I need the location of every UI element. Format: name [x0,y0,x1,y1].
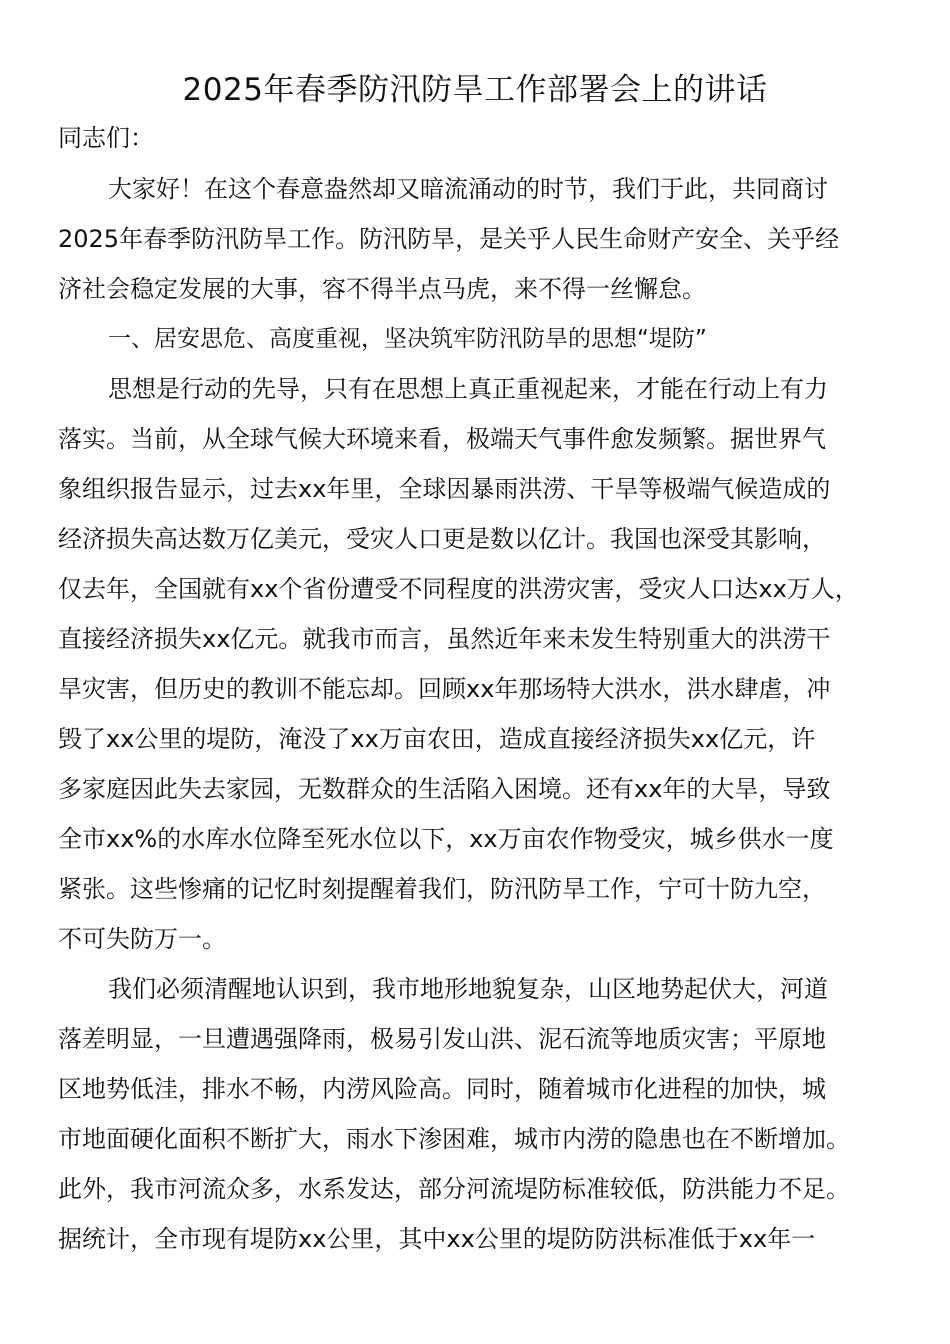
paragraph-2-line-4: 经济损失高达数万亿美元，受灾人口更是数以亿计。我国也深受其影响， [58,525,826,553]
document-title: 2025年春季防汛防旱工作部署会上的讲话 [182,72,768,108]
paragraph-2-line-5: 仅去年，全国就有xx个省份遭受不同程度的洪涝灾害，受灾人口达xx万人， [58,575,859,603]
paragraph-2-line-1: 思想是行动的先导，只有在思想上真正重视起来，才能在行动上有力 [108,375,828,403]
paragraph-2-line-12: 不可失防万一。 [58,925,226,953]
paragraph-2-line-2: 落实。当前，从全球气候大环境来看，极端天气事件愈发频繁。据世界气 [58,425,826,453]
paragraph-3-line-6: 据统计，全市现有堤防xx公里，其中xx公里的堤防防洪标准低于xx年一 [58,1225,816,1253]
paragraph-2-line-9: 多家庭因此失去家园，无数群众的生活陷入困境。还有xx年的大旱，导致 [58,775,831,803]
paragraph-2-line-10: 全市xx%的水库水位降至死水位以下，xx万亩农作物受灾，城乡供水一度 [58,825,834,853]
paragraph-3-line-3: 区地势低洼，排水不畅，内涝风险高。同时，随着城市化进程的加快，城 [58,1075,826,1103]
paragraph-2-line-11: 紧张。这些惨痛的记忆时刻提醒着我们，防汛防旱工作，宁可十防九空， [58,875,826,903]
paragraph-2-line-7: 旱灾害，但历史的教训不能忘却。回顾xx年那场特大洪水，洪水肆虐，冲 [58,675,831,703]
paragraph-2-line-3: 象组织报告显示，过去xx年里，全球因暴雨洪涝、干旱等极端气候造成的 [58,475,831,503]
paragraph-1-line-3: 济社会稳定发展的大事，容不得半点马虎，来不得一丝懈怠。 [58,275,706,303]
paragraph-2-line-8: 毁了xx公里的堤防，淹没了xx万亩农田，造成直接经济损失xx亿元，许 [58,725,816,753]
paragraph-3-line-2: 落差明显，一旦遭遇强降雨，极易引发山洪、泥石流等地质灾害；平原地 [58,1025,826,1053]
paragraph-3-line-4: 市地面硬化面积不断扩大，雨水下渗困难，城市内涝的隐患也在不断增加。 [58,1125,850,1153]
paragraph-2-line-6: 直接经济损失xx亿元。就我市而言，虽然近年来未发生特别重大的洪涝干 [58,625,831,653]
paragraph-3-line-1: 我们必须清醒地认识到，我市地形地貌复杂，山区地势起伏大，河道 [108,975,828,1003]
document-body [58,164,898,1264]
paragraph-3-line-5: 此外，我市河流众多，水系发达，部分河流堤防标准较低，防洪能力不足。 [58,1175,850,1203]
salutation: 同志们： [58,124,154,152]
paragraph-1-line-1: 大家好！在这个春意盎然却又暗流涌动的时节，我们于此，共同商讨 [108,175,828,203]
section-heading-1: 一、居安思危、高度重视，坚决筑牢防汛防旱的思想“堤防” [108,326,707,352]
paragraph-1-line-2: 2025年春季防汛防旱工作。防汛防旱，是关乎人民生命财产安全、关乎经 [58,225,840,253]
